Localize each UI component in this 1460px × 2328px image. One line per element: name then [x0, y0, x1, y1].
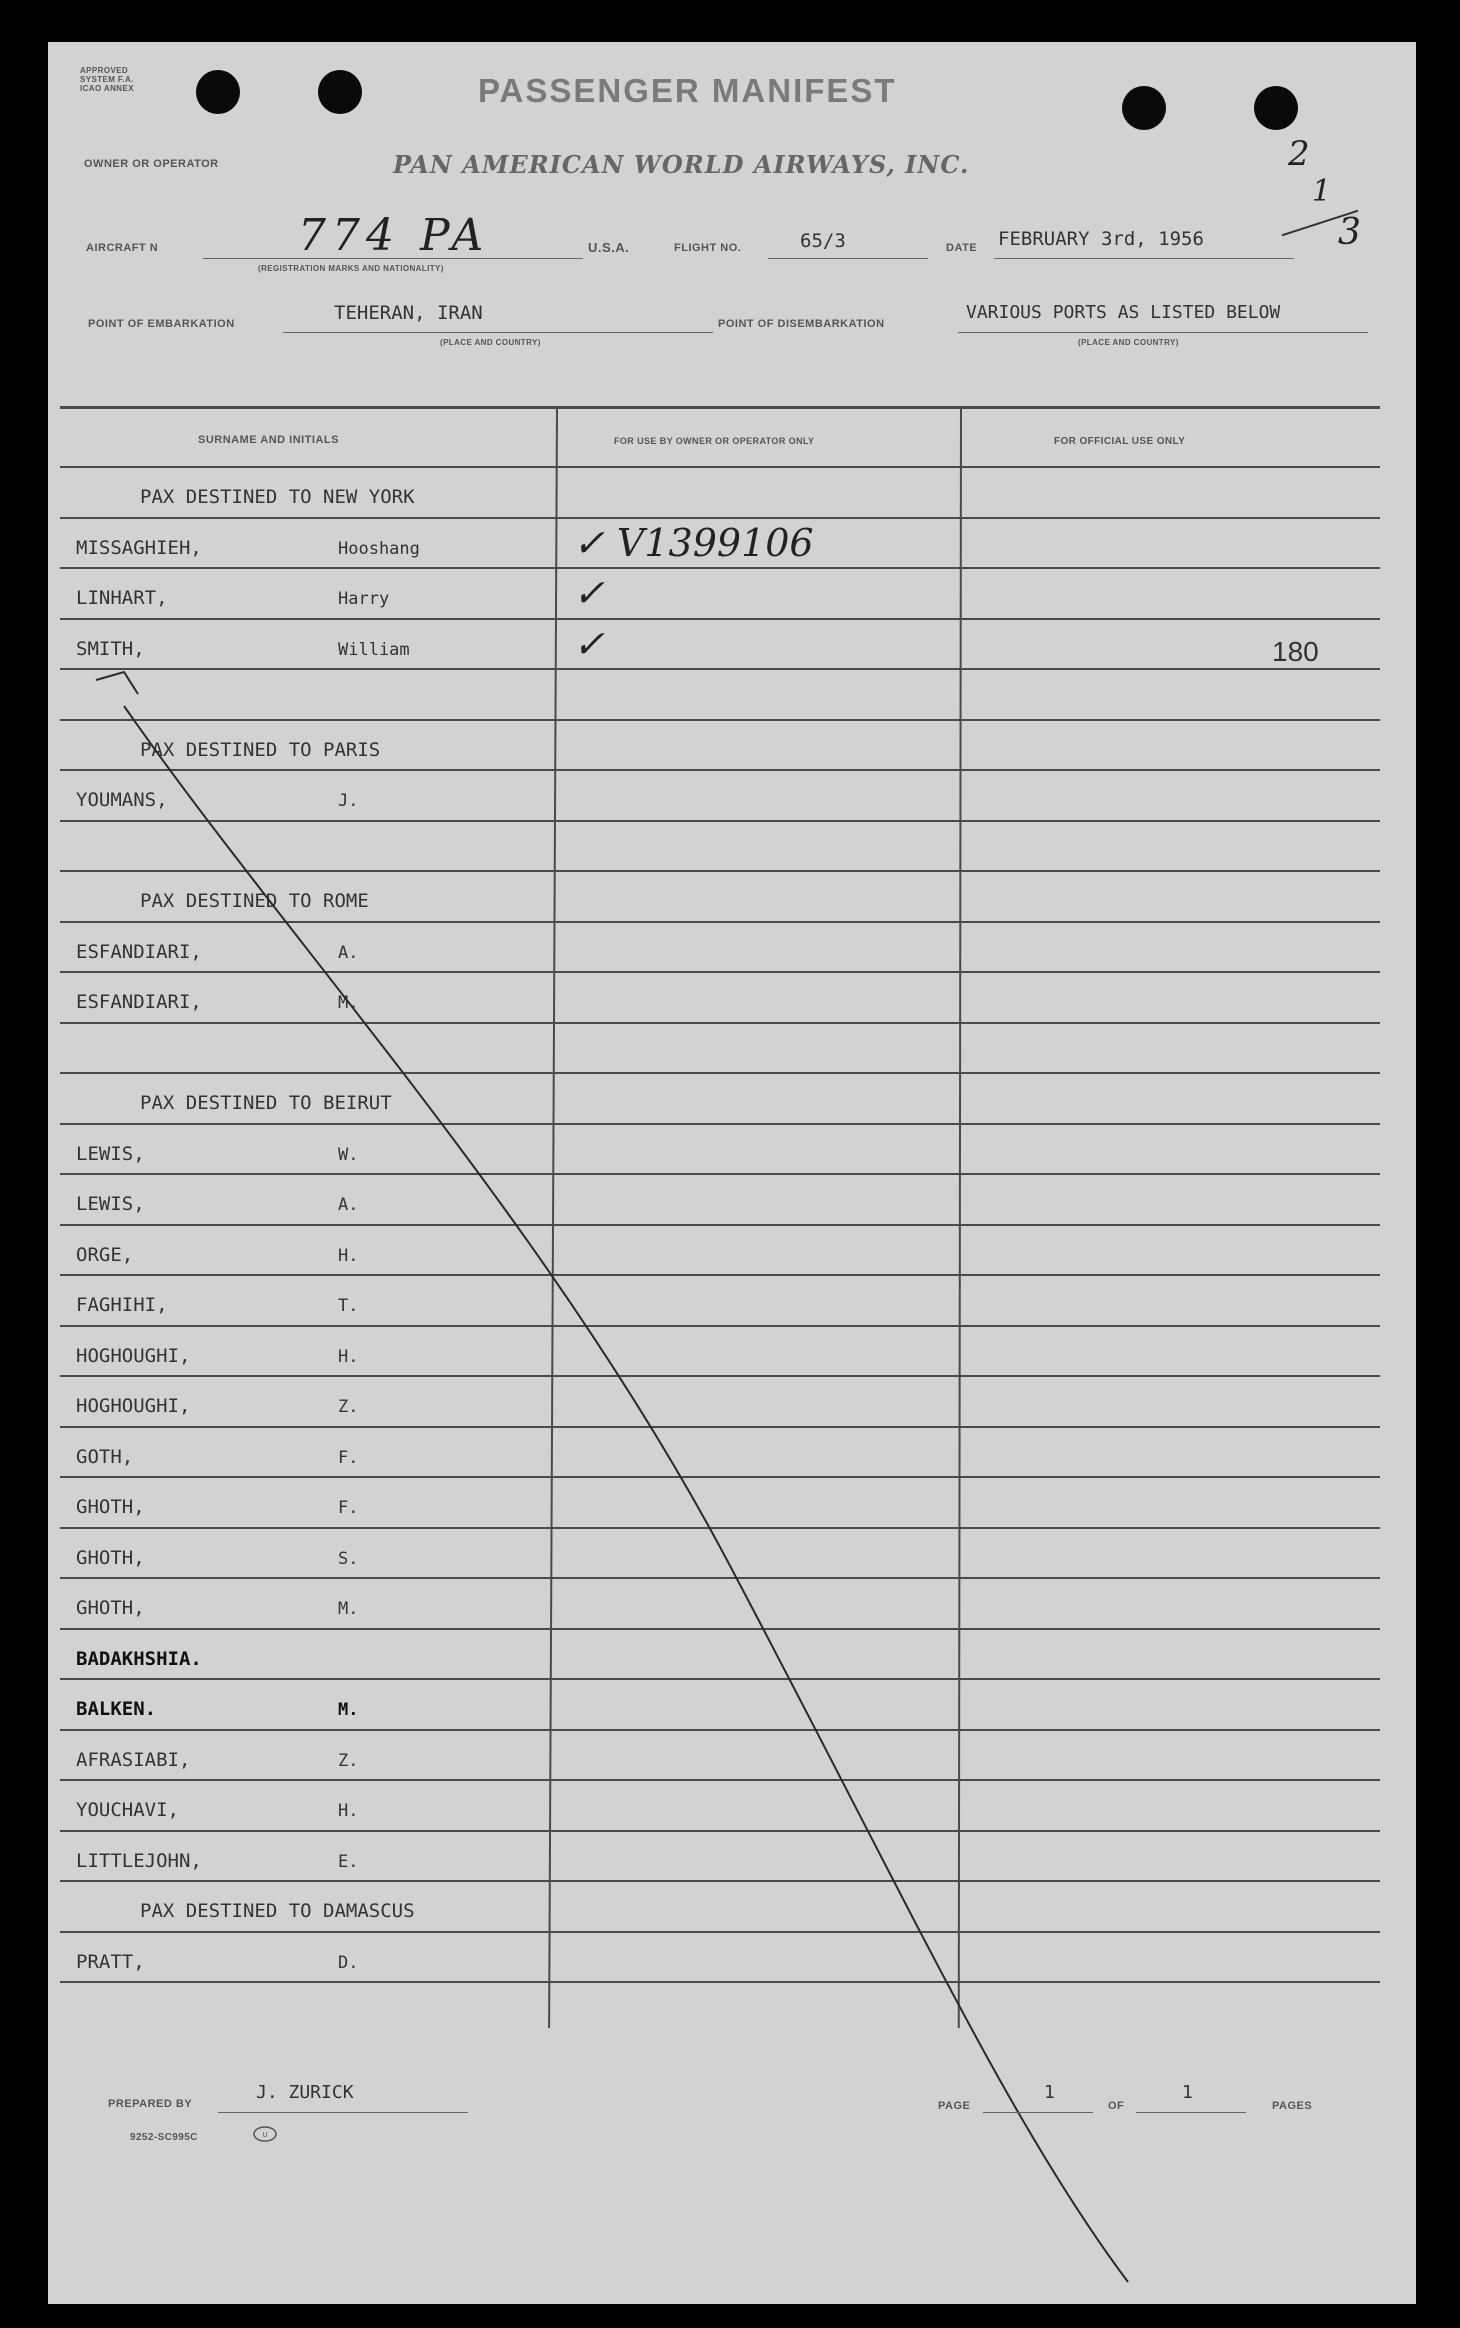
date-label: DATE	[946, 242, 978, 254]
page-fraction-middle: 1	[1312, 174, 1332, 209]
of-value: 1	[1182, 2082, 1193, 2103]
surname-cell: GHOTH,	[76, 1597, 145, 1619]
surname-cell: LITTLEJOHN,	[76, 1849, 202, 1872]
svg-text:U: U	[262, 2132, 268, 2139]
aircraft-label: AIRCRAFT N	[86, 242, 159, 254]
approval-line: SYSTEM F.A.	[80, 75, 134, 84]
of-underline	[1136, 2112, 1246, 2113]
initials-cell: E.	[338, 1851, 359, 1872]
destination-label: PAX DESTINED TO DAMASCUS	[140, 1900, 415, 1922]
disembark-label: POINT OF DISEMBARKATION	[718, 318, 885, 330]
strike-through-line	[48, 42, 1416, 2304]
initials-cell: Z.	[338, 1750, 359, 1771]
initials-cell: H.	[338, 1245, 359, 1266]
initials-cell: A.	[338, 942, 359, 963]
page-underline	[983, 2112, 1093, 2113]
surname-cell: PRATT,	[76, 1950, 145, 1973]
disembark-value: VARIOUS PORTS AS LISTED BELOW	[966, 302, 1281, 323]
initials-cell: M.	[338, 993, 359, 1013]
pages-label: PAGES	[1272, 2100, 1313, 2112]
initials-cell: S.	[338, 1548, 359, 1569]
owner-value: PAN AMERICAN WORLD AIRWAYS, INC.	[393, 150, 970, 179]
official-use-cell: 180	[1272, 635, 1319, 667]
form-code: 9252-SC995C	[130, 2132, 198, 2143]
surname-cell: LINHART,	[76, 587, 168, 609]
column-header-owner-use: FOR USE BY OWNER OR OPERATOR ONLY	[614, 436, 815, 446]
destination-label: PAX DESTINED TO ROME	[140, 890, 369, 912]
approval-line: ICAO ANNEX	[80, 84, 134, 93]
page-fraction-bottom: 3	[1338, 212, 1361, 253]
surname-cell: GOTH,	[76, 1445, 134, 1468]
prepared-label: PREPARED BY	[108, 2098, 193, 2110]
date-value: FEBRUARY 3rd, 1956	[998, 228, 1204, 250]
surname-cell: MISSAGHIEH,	[76, 536, 202, 559]
column-header-surname: SURNAME AND INITIALS	[198, 434, 339, 446]
prepared-underline	[218, 2112, 468, 2113]
flight-value: 65/3	[800, 230, 846, 252]
surname-cell: ESFANDIARI,	[76, 991, 202, 1013]
aircraft-sub-label: (REGISTRATION MARKS AND NATIONALITY)	[258, 264, 444, 273]
surname-cell: GHOTH,	[76, 1546, 145, 1569]
union-label-icon	[252, 2124, 278, 2144]
initials-cell: Z.	[338, 1397, 359, 1417]
surname-cell: YOUMANS,	[76, 789, 168, 811]
destination-label: PAX DESTINED TO PARIS	[140, 738, 381, 761]
surname-cell: GHOTH,	[76, 1496, 145, 1518]
initials-cell: T.	[338, 1296, 359, 1316]
embark-label: POINT OF EMBARKATION	[88, 318, 235, 330]
prepared-value: J. ZURICK	[256, 2082, 354, 2103]
approval-line: APPROVED	[80, 66, 129, 75]
surname-cell: AFRASIABI,	[76, 1748, 191, 1771]
usa-label: U.S.A.	[588, 240, 630, 255]
initials-cell: H.	[338, 1346, 359, 1367]
surname-cell: BADAKHSHIA.	[76, 1647, 202, 1670]
form-title: PASSENGER MANIFEST	[478, 72, 897, 109]
surname-cell: YOUCHAVI,	[76, 1799, 179, 1821]
aircraft-value: 774 PA	[298, 210, 490, 261]
page-fraction-top: 2	[1288, 134, 1310, 174]
initials-cell: J.	[338, 791, 359, 811]
initials-cell: H.	[338, 1801, 359, 1821]
embark-value: TEHERAN, IRAN	[334, 302, 483, 324]
destination-label: PAX DESTINED TO BEIRUT	[140, 1092, 392, 1114]
initials-cell: F.	[338, 1447, 359, 1468]
initials-cell: Harry	[338, 589, 390, 609]
surname-cell: ORGE,	[76, 1243, 134, 1266]
flight-label: FLIGHT NO.	[674, 242, 742, 254]
column-header-official-use: FOR OFFICIAL USE ONLY	[1054, 436, 1186, 447]
initials-cell: William	[338, 639, 410, 660]
surname-cell: LEWIS,	[76, 1193, 145, 1215]
initials-cell: Hooshang	[338, 538, 420, 559]
embark-sub-label: (PLACE AND COUNTRY)	[440, 338, 541, 347]
surname-cell: SMITH,	[76, 637, 145, 660]
page-label: PAGE	[938, 2100, 971, 2112]
surname-cell: HOGHOUGHI,	[76, 1344, 191, 1367]
page-value: 1	[1044, 2082, 1055, 2103]
destination-label: PAX DESTINED TO NEW YORK	[140, 486, 415, 508]
surname-cell: HOGHOUGHI,	[76, 1395, 191, 1417]
owner-use-cell: ✓ V1399106	[573, 520, 814, 565]
of-label: OF	[1108, 2100, 1125, 2112]
initials-cell: M.	[338, 1700, 359, 1720]
initials-cell: M.	[338, 1599, 359, 1619]
initials-cell: A.	[338, 1195, 359, 1215]
initials-cell: W.	[338, 1144, 359, 1165]
surname-cell: ESFANDIARI,	[76, 940, 202, 963]
initials-cell: D.	[338, 1952, 359, 1973]
surname-cell: LEWIS,	[76, 1142, 145, 1165]
owner-use-cell: ✓	[573, 571, 605, 615]
owner-label: OWNER OR OPERATOR	[84, 158, 219, 170]
surname-cell: BALKEN.	[76, 1698, 157, 1720]
initials-cell: F.	[338, 1498, 359, 1518]
surname-cell: FAGHIHI,	[76, 1294, 168, 1316]
owner-use-cell: ✓	[573, 621, 605, 666]
manifest-sheet	[48, 42, 1416, 2304]
disembark-sub-label: (PLACE AND COUNTRY)	[1078, 338, 1179, 347]
